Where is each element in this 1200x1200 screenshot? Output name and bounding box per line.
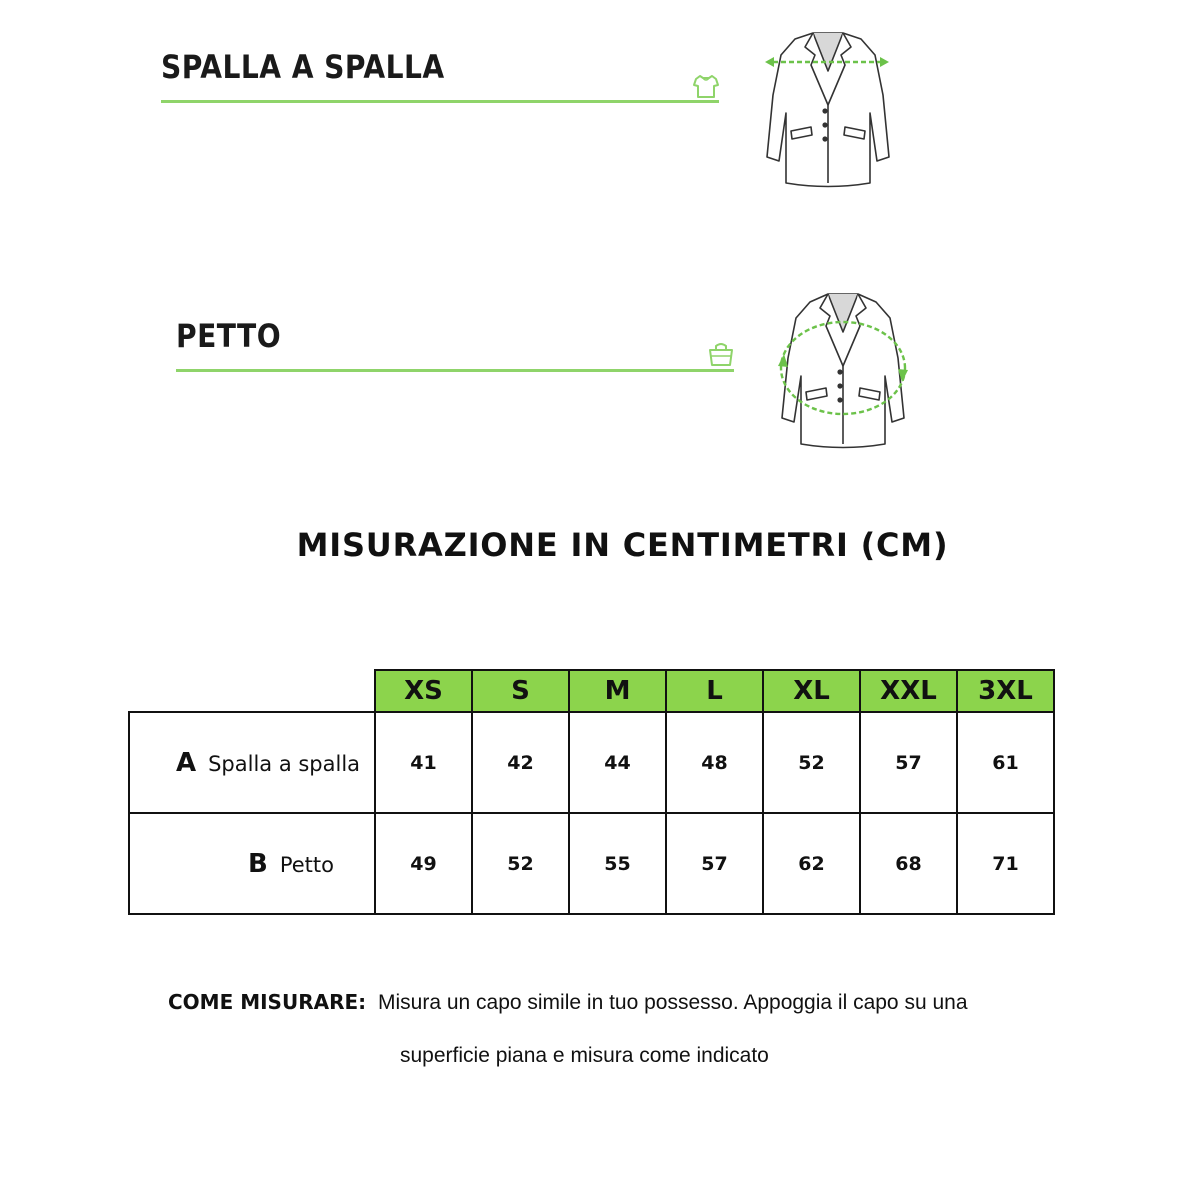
row-name: Petto [279, 852, 334, 877]
row-letter: A [175, 747, 197, 778]
row-label-a [129, 712, 375, 813]
measurement-heading: MISURAZIONE IN CENTIMETRI (CM) [296, 526, 949, 564]
row-letter: B [248, 848, 268, 879]
table-cell: 44 [569, 712, 666, 813]
how-to-label: COME MISURARE: [168, 990, 367, 1014]
size-header-cell: M [569, 670, 666, 712]
shoulder-divider [161, 100, 719, 103]
bag-icon [706, 339, 736, 369]
table-cell: 42 [472, 712, 569, 813]
size-header-cell: XL [763, 670, 860, 712]
table-cell: 41 [375, 712, 472, 813]
size-header-cell: XXL [860, 670, 957, 712]
tshirt-icon [691, 71, 721, 101]
size-header-cell: XS [375, 670, 472, 712]
size-header-cell: 3XL [957, 670, 1054, 712]
table-cell: 52 [763, 712, 860, 813]
row-name: Spalla a spalla [208, 751, 361, 776]
jacket-shoulder-illustration [755, 25, 900, 190]
chest-divider [176, 369, 734, 372]
table-cell: 48 [666, 712, 763, 813]
how-to-text: Misura un capo simile in tuo possesso. Appoggia il capo su una [377, 991, 968, 1014]
chest-section-title: PETTO [176, 317, 282, 355]
table-cell: 61 [957, 712, 1054, 813]
table-cell: 52 [472, 813, 569, 914]
table-cell: 68 [860, 813, 957, 914]
table-cell: 49 [375, 813, 472, 914]
how-to-text-continued: superficie piana e misura come indicato [400, 1044, 769, 1067]
table-row [129, 712, 1054, 813]
size-header-row [129, 670, 1054, 712]
size-header-cell: L [666, 670, 763, 712]
shoulder-section-title: SPALLA A SPALLA [161, 48, 445, 86]
table-row [129, 813, 1054, 914]
table-corner [129, 670, 375, 712]
row-label-b [129, 813, 375, 914]
table-cell: 71 [957, 813, 1054, 914]
table-cell: 57 [860, 712, 957, 813]
table-cell: 62 [763, 813, 860, 914]
size-table [128, 669, 1055, 915]
jacket-chest-illustration [770, 288, 915, 453]
size-header-cell: S [472, 670, 569, 712]
table-cell: 55 [569, 813, 666, 914]
how-to-measure [168, 990, 968, 1015]
table-cell: 57 [666, 813, 763, 914]
